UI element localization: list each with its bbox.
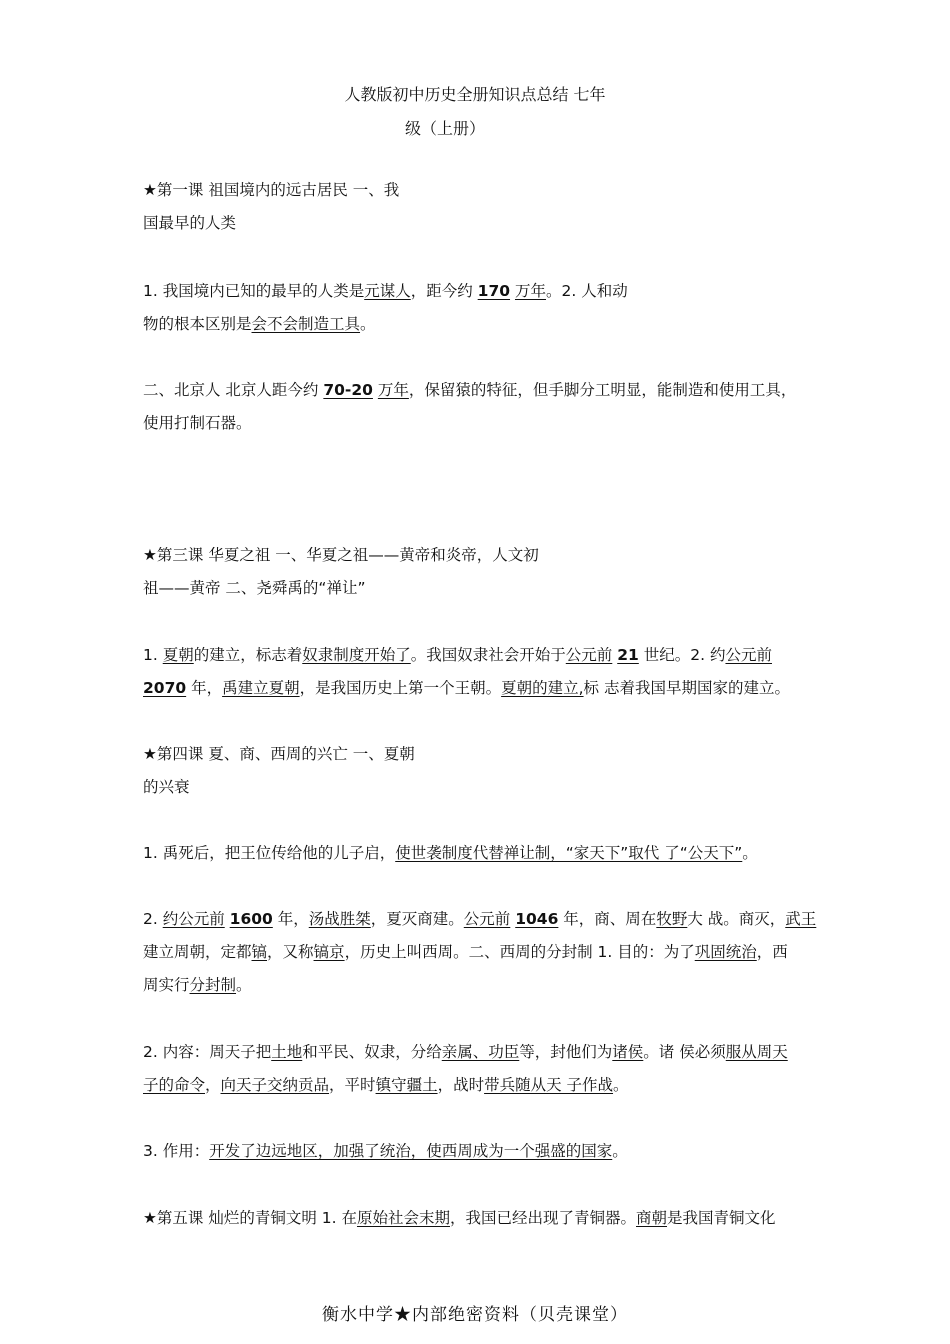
underlined-key-point: 镐京	[313, 943, 345, 961]
text-segment: 年，商、周在	[558, 910, 657, 928]
underlined-key-point: 元谋人	[364, 282, 411, 300]
text-segment: 。	[360, 315, 376, 333]
title-line-1: 人教版初中历史全册知识点总结 七年	[344, 85, 606, 104]
text-segment: ，我国已经出现了青铜器。	[449, 1209, 636, 1227]
underlined-key-point: 汤战胜桀	[308, 910, 371, 928]
text-segment: 建立周朝，定都	[143, 943, 252, 961]
underlined-key-point: 向天子交纳贡品	[220, 1076, 330, 1094]
underlined-key-point: 诸侯	[612, 1043, 644, 1061]
text-segment: 年，	[272, 910, 309, 928]
text-segment: ★第四课 夏、商、西周的兴亡 一、夏朝	[143, 745, 415, 763]
underlined-key-point: 镇守疆土	[375, 1076, 438, 1094]
text-segment: 1. 我国境内已知的最早的人类是	[143, 282, 365, 300]
underlined-key-point: 夏朝的建立,	[501, 679, 584, 697]
underlined-key-point: 镐	[251, 943, 268, 961]
underlined-key-point: 约公元前	[162, 910, 225, 928]
text-segment: 2.	[143, 910, 163, 928]
text-segment: 年，	[186, 679, 223, 697]
text-segment: ，距今约	[410, 282, 478, 300]
underlined-key-point: 牧野	[656, 910, 688, 928]
underlined-key-point: 开发了边远地区，加强了统治，使西周成为一个强盛的国家	[209, 1142, 613, 1160]
text-line	[143, 909, 816, 929]
text-segment: ，战时	[437, 1076, 485, 1094]
underlined-key-point: 武王	[785, 910, 817, 928]
text-line	[143, 1141, 628, 1161]
underlined-key-point: 奴隶制度开始了	[302, 646, 411, 664]
text-line	[143, 777, 190, 797]
text-line	[143, 645, 772, 665]
underlined-key-point: 亲属、功臣	[441, 1043, 520, 1061]
underlined-key-point: 1046	[515, 910, 559, 928]
title-line-2: 级（上册）	[404, 119, 485, 138]
text-segment: ，又称	[267, 943, 314, 961]
text-segment: 3. 作用：	[143, 1142, 210, 1160]
text-segment: 。	[613, 1076, 629, 1094]
text-line	[143, 380, 796, 400]
text-segment: 。	[236, 976, 252, 994]
text-line	[143, 413, 252, 433]
text-segment: 。诸 侯必须	[643, 1043, 726, 1061]
underlined-key-point: 服从周天	[725, 1043, 788, 1061]
text-segment: ，保留猿的特征，但手脚分工明显，能制造和使用工具，	[408, 381, 797, 399]
text-segment: ，	[205, 1076, 221, 1094]
text-segment: 。	[612, 1142, 628, 1160]
text-segment: 的建立，标志着	[193, 646, 303, 664]
text-line	[143, 843, 758, 863]
text-segment: ，是我国历史上第一个王朝。	[299, 679, 502, 697]
text-segment: 世纪。2. 约	[638, 646, 726, 664]
text-segment: ★第三课 华夏之祖 一、华夏之祖——黄帝和炎帝，人文初	[143, 546, 539, 564]
underlined-key-point: 子的命令	[143, 1076, 206, 1094]
underlined-key-point: 商朝	[636, 1209, 668, 1227]
text-line	[143, 180, 399, 200]
text-line	[143, 942, 788, 962]
underlined-key-point: 公元前	[463, 910, 511, 928]
footer: 衡水中学★内部绝密资料（贝壳课堂）	[322, 1305, 628, 1325]
text-segment: 物的根本区别是	[143, 315, 252, 333]
underlined-key-point: 夏朝	[162, 646, 194, 664]
text-segment: 二、北京人 北京人距今约	[143, 381, 324, 399]
text-line	[143, 578, 366, 598]
underlined-key-point: 2070	[143, 679, 187, 697]
underlined-key-point: 土地	[271, 1043, 303, 1061]
text-segment: 。我国奴隶社会开始于	[410, 646, 566, 664]
text-line	[143, 1042, 788, 1062]
text-segment: 标 志着我国早期国家的建立。	[583, 679, 790, 697]
text-segment: 大 战。商灭，	[687, 910, 786, 928]
text-segment: 。	[742, 844, 758, 862]
underlined-key-point: 巩固统治	[694, 943, 757, 961]
text-line	[143, 1208, 776, 1228]
underlined-key-point: 会不会制造工具	[251, 315, 361, 333]
text-line	[143, 678, 790, 698]
underlined-key-point: 公元前	[725, 646, 772, 664]
text-segment: ，夏灭商建。	[370, 910, 464, 928]
text-segment: 等，封他们为	[519, 1043, 613, 1061]
text-segment: 。2. 人和动	[545, 282, 628, 300]
underlined-key-point: 70-20	[323, 381, 373, 399]
text-segment: 1. 禹死后，把王位传给他的儿子启，	[143, 844, 396, 862]
text-segment: 是我国青铜文化	[667, 1209, 776, 1227]
text-segment: 的兴衰	[143, 778, 190, 796]
underlined-key-point: 万年	[514, 282, 546, 300]
text-segment: ，历史上叫西周。二、西周的分封制 1. 目的：为了	[344, 943, 695, 961]
text-segment: ★第五课 灿烂的青铜文明 1. 在	[143, 1209, 357, 1227]
underlined-key-point: 带兵随从天 子作战	[484, 1076, 614, 1094]
text-line	[143, 1075, 629, 1095]
underlined-key-point: 21	[617, 646, 639, 664]
text-line	[143, 213, 236, 233]
text-line	[143, 281, 628, 301]
text-segment: 2. 内容：周天子把	[143, 1043, 272, 1061]
underlined-key-point: 分封制	[189, 976, 237, 994]
underlined-key-point: 原始社会末期	[356, 1209, 450, 1227]
text-line	[143, 975, 252, 995]
text-segment: ，平时	[329, 1076, 376, 1094]
underlined-key-point: 公元前	[565, 646, 613, 664]
text-segment: 周实行	[143, 976, 190, 994]
underlined-key-point: 170	[477, 282, 511, 300]
text-line	[143, 545, 539, 565]
text-segment: ，西	[756, 943, 788, 961]
text-segment: 国最早的人类	[143, 214, 237, 232]
text-line	[143, 314, 376, 334]
underlined-key-point: 万年	[377, 381, 409, 399]
text-segment: ★第一课 祖国境内的远古居民 一、我	[143, 181, 400, 199]
text-segment: 1.	[143, 646, 163, 664]
text-segment: 使用打制石器。	[143, 414, 252, 432]
underlined-key-point: 禹建立夏朝	[222, 679, 300, 697]
text-segment: 祖——黄帝 二、尧舜禹的“禅让”	[143, 579, 366, 597]
text-segment: 和平民、奴隶，分给	[302, 1043, 442, 1061]
underlined-key-point: 1600	[229, 910, 273, 928]
underlined-key-point: 使世袭制度代替禅让制，“家天下”取代 了“公天下”	[395, 844, 743, 862]
text-line	[143, 744, 415, 764]
